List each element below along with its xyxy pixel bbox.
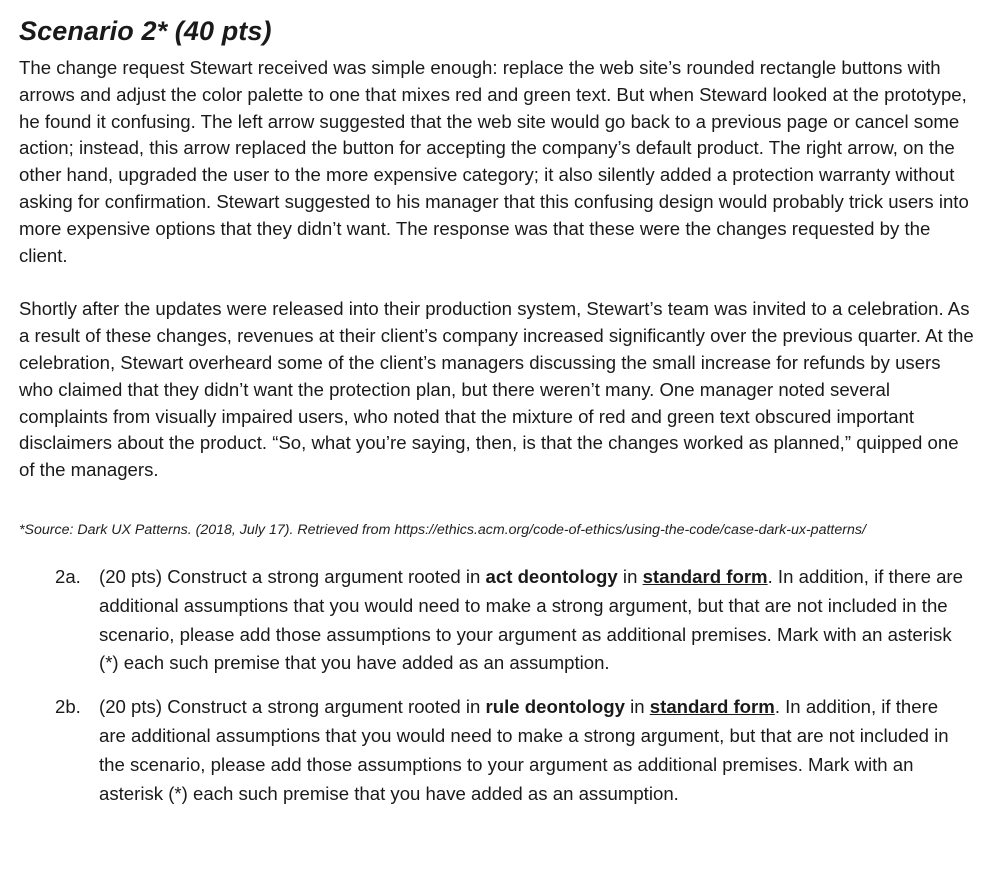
question-mid: in — [617, 565, 643, 587]
question-number: 2a. — [55, 565, 81, 587]
question-text — [99, 563, 979, 678]
question-rest: . In addition, if there are additional assumptions that you would need to make a strong argument, but that are not included in the scenario, please add those assumptions to your argument as additional premises. Mark with an asterisk (*) each such premise that you have added as an assumption. — [99, 696, 949, 804]
question-2b — [19, 693, 979, 808]
question-rest: . In addition, if there are additional assumptions that you would need to make a strong argument, but that are not included in the scenario, please add those assumptions to your argument as additional premises. Mark with an asterisk (*) each such premise that you have added as an assumption. — [99, 565, 963, 674]
question-2a — [19, 563, 979, 678]
document-page — [19, 14, 979, 808]
question-text — [99, 693, 979, 808]
question-lead: (20 pts) Construct a strong argument rooted in — [99, 696, 486, 718]
question-theory: act deontology — [485, 565, 618, 587]
question-number: 2b. — [55, 696, 81, 718]
scenario-paragraph-1: The change request Stewart received was simple enough: replace the web site’s rounded rectangle buttons with arrows and adjust the color palette to one that mixes red and green text. But when Steward looked at the prototype, he found it confusing. The left arrow suggested that the web site would go back to a previous page or cancel some action; instead, this arrow replaced the button for accepting the company’s default product. The right arrow, on the other hand, upgraded the user to the more expensive category; it also silently added a protection warranty without asking for confirmation. Stewart suggested to his manager that this confusing design would probably trick users into more expensive options that they didn’t want. The response was that these were the changes requested by the client. — [19, 57, 969, 266]
question-list — [19, 563, 979, 808]
question-lead: (20 pts) Construct a strong argument rooted in — [99, 565, 486, 587]
question-form: standard form — [649, 696, 775, 718]
question-mid: in — [624, 696, 650, 718]
scenario-title: Scenario 2* (40 pts) — [19, 16, 272, 46]
source-citation: *Source: Dark UX Patterns. (2018, July 17). Retrieved from https://ethics.acm.org/code-of-ethics/using-the-code/case-dark-ux-patterns/ — [19, 521, 866, 538]
question-theory: rule deontology — [485, 696, 625, 718]
scenario-paragraph-2: Shortly after the updates were released into their production system, Stewart’s team was invited to a celebration. As a result of these changes, revenues at their client’s company increased significantly over the previous quarter. At the celebration, Stewart overheard some of the client’s managers discussing the small increase for refunds by users who claimed that they didn’t want the protection plan, but there weren’t many. One manager noted several complaints from visually impaired users, who noted that the mixture of red and green text obscured important disclaimers about the product. “So, what you’re saying, then, is that the changes worked as planned,” quipped one of the managers. — [19, 298, 974, 481]
question-form: standard form — [642, 565, 768, 587]
